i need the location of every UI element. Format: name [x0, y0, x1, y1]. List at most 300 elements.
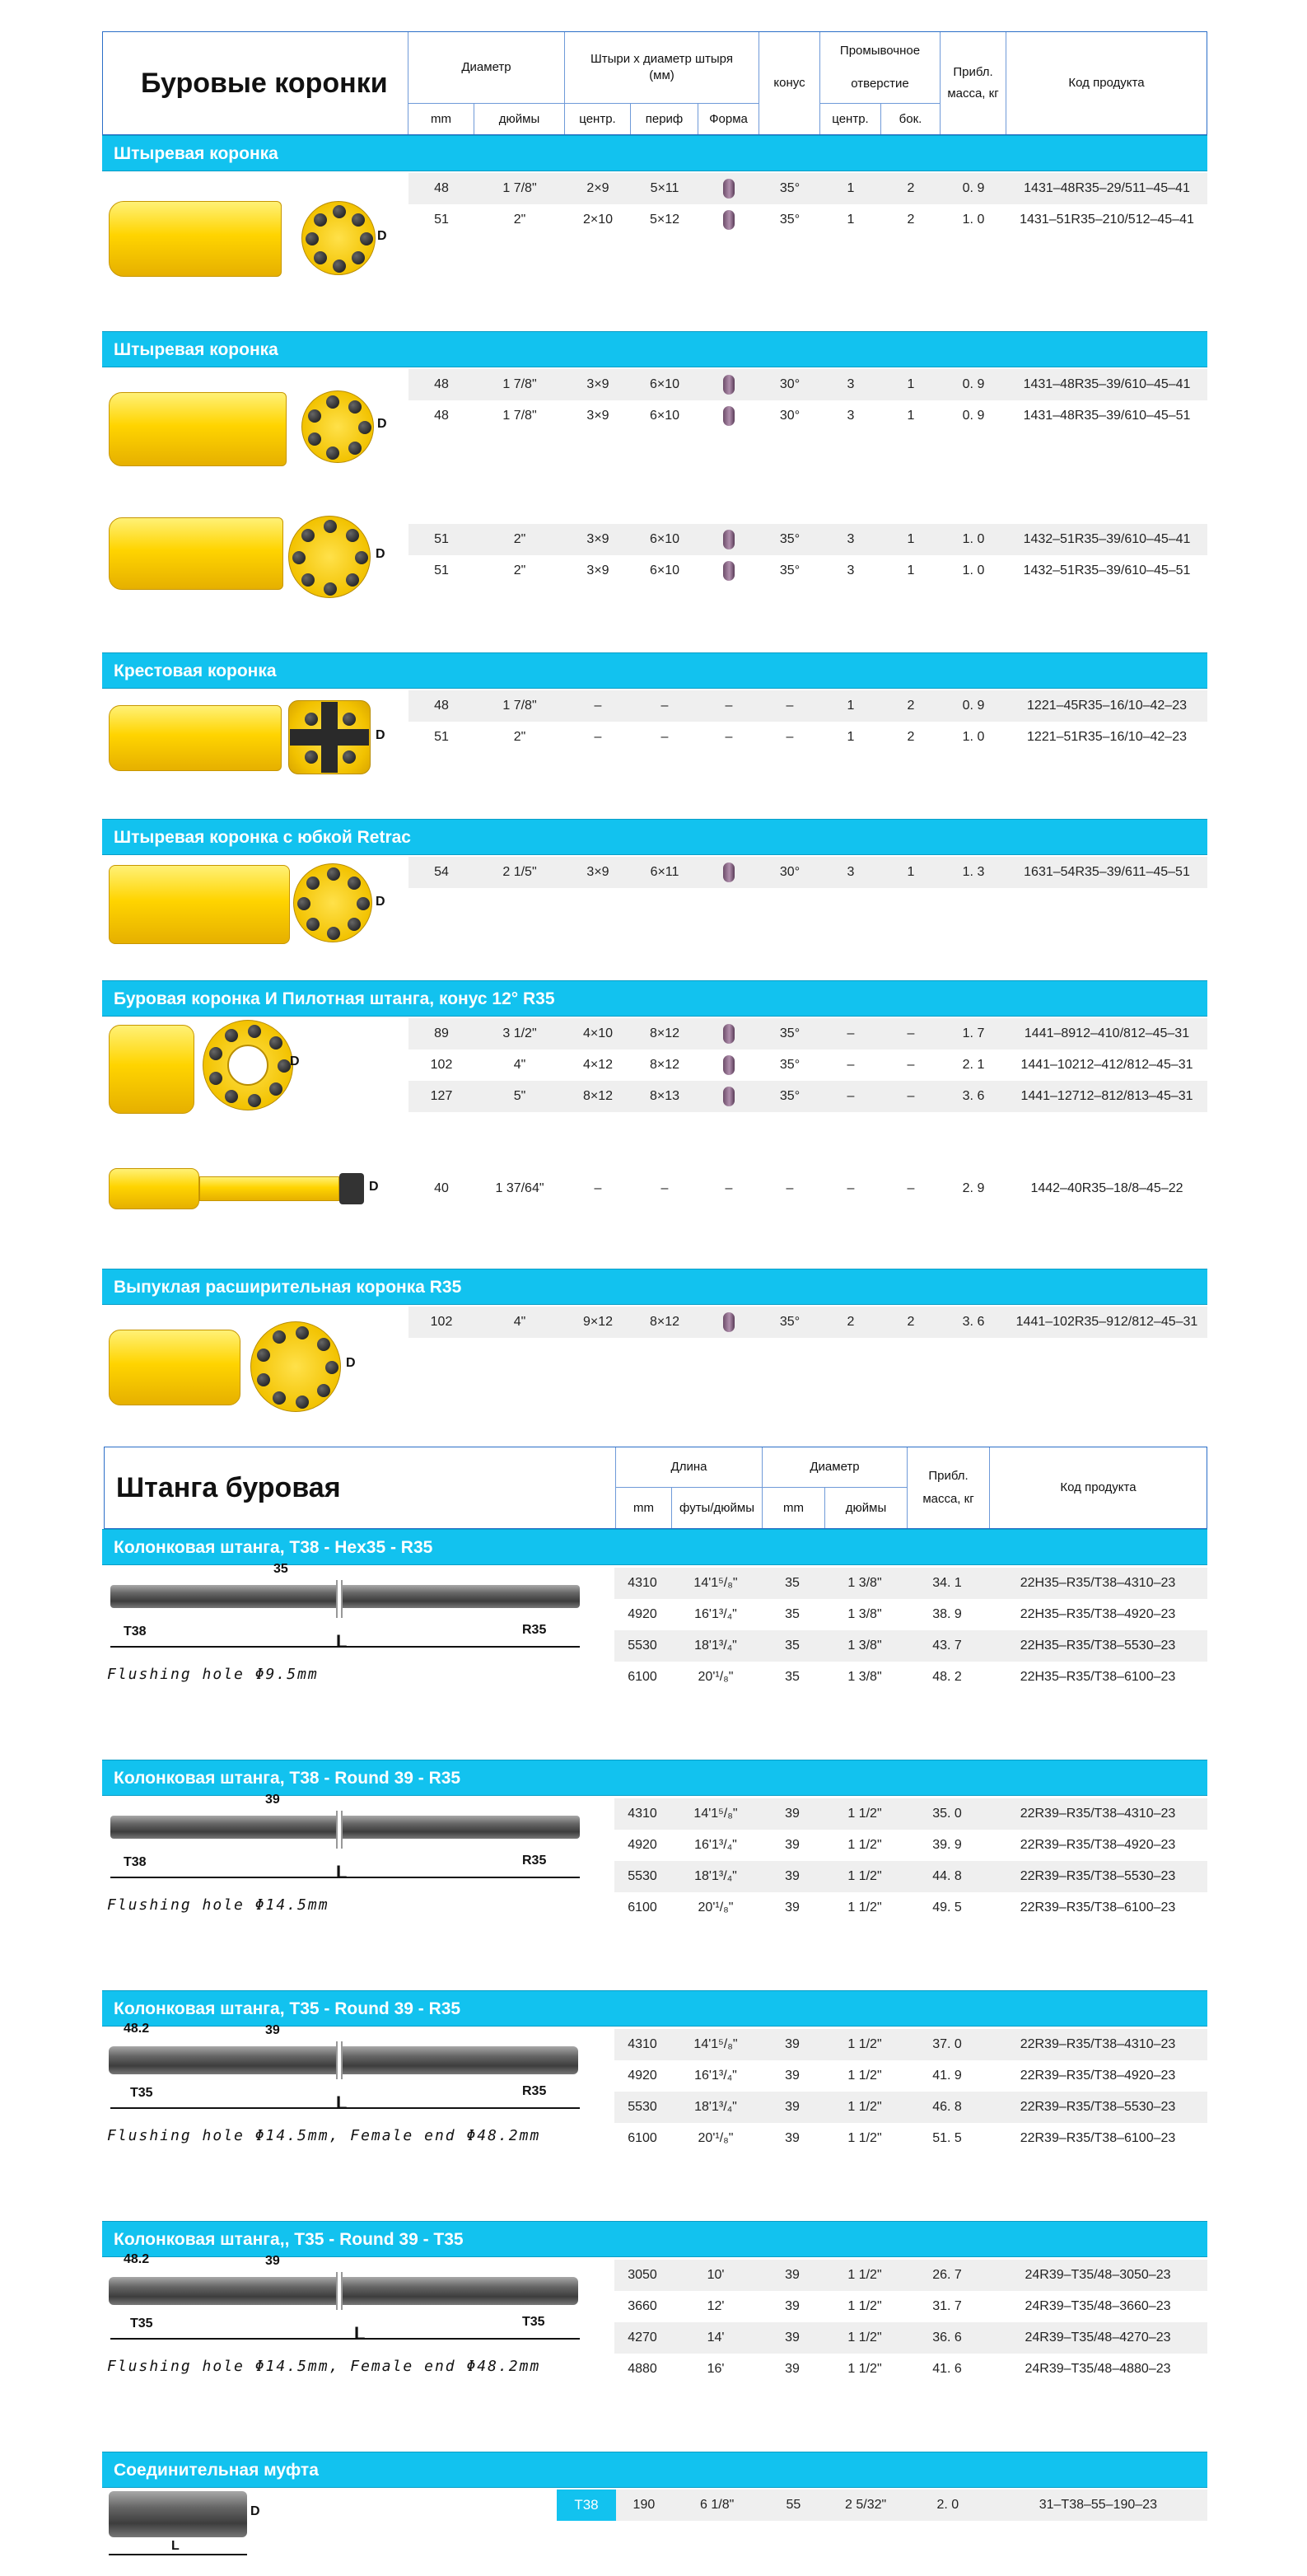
table-cell: 24R39–T35/48–4880–23 [1025, 2362, 1171, 2376]
table-row [408, 555, 1207, 587]
table-cell: 89 [434, 1026, 449, 1040]
table-cell: 35° [779, 1026, 801, 1040]
table-cell: 4310 [628, 1807, 657, 1821]
table-cell: 4310 [628, 2037, 657, 2051]
table-cell: 4" [513, 1058, 526, 1072]
table-cell [698, 888, 759, 919]
dimension-label: D [377, 229, 387, 243]
table-cell: 39 [785, 1869, 800, 1883]
table-row [616, 2490, 1207, 2521]
table-cell: 34. 1 [932, 1576, 962, 1590]
hdr-inch: дюймы [474, 103, 564, 134]
table-cell: 22R39–R35/T38–4920–23 [1020, 2069, 1176, 2083]
carbide-button-icon [348, 877, 361, 890]
carbide-button-icon [308, 432, 321, 446]
table-cell: 36. 6 [932, 2331, 962, 2345]
bit-face-image [301, 201, 376, 275]
table-cell: – [786, 699, 794, 713]
carbide-button-icon [225, 1029, 238, 1042]
table-cell: 31. 7 [932, 2299, 962, 2313]
rods-table-header [104, 1447, 1207, 1529]
table-cell: 1 1/2" [847, 2331, 882, 2345]
table-cell: 20'¹/₈" [698, 1900, 734, 1914]
carbide-button-icon [297, 897, 310, 910]
table-cell: 4310 [628, 1576, 657, 1590]
hdr-periph: периф [630, 103, 698, 134]
carbide-button-icon [306, 918, 320, 931]
table-cell: 24R39–T35/48–3660–23 [1025, 2299, 1171, 2313]
carbide-button-icon [317, 1384, 330, 1397]
hdr-flush-center: центр. [819, 103, 880, 134]
hdr-diameter: Диаметр [408, 32, 564, 103]
table-cell: 2. 0 [936, 2498, 959, 2512]
carbide-button-icon [273, 1330, 286, 1344]
carbide-button-icon [306, 877, 320, 890]
drill-rod-image [109, 2046, 578, 2074]
table-cell: 44. 8 [932, 1869, 962, 1883]
table-cell: 24R39–T35/48–4270–23 [1025, 2331, 1171, 2345]
table-cell: 4×12 [582, 1058, 614, 1072]
table-cell: 48. 2 [932, 1670, 962, 1684]
table-cell: 5×12 [649, 213, 680, 227]
table-cell: 39 [785, 1807, 800, 1821]
button-insert-icon [723, 1055, 735, 1075]
table-cell: 39. 9 [932, 1838, 962, 1852]
table-cell: 46. 8 [932, 2100, 962, 2114]
table-cell: 14'1⁵/₈" [693, 2037, 738, 2051]
table-cell [941, 888, 1006, 919]
table-cell: 35 [785, 1639, 800, 1653]
dimension-label: D [377, 417, 387, 431]
table-cell: 22R39–R35/T38–6100–23 [1020, 2131, 1176, 2145]
bit-face-image [301, 390, 374, 463]
table-cell: 3 [847, 377, 855, 391]
table-cell: 39 [785, 2069, 800, 2083]
table-cell: 22R39–R35/T38–4310–23 [1020, 1807, 1176, 1821]
table-cell: 3 1/2" [502, 1026, 537, 1040]
table-cell: 6×10 [649, 409, 680, 423]
carbide-button-icon [292, 551, 306, 564]
rod-length-label: L [336, 1631, 348, 1652]
thread-tag: T38 [557, 2490, 616, 2521]
table-cell: 1 3/8" [847, 1639, 882, 1653]
button-bit-image [109, 392, 287, 466]
table-cell: 12' [707, 2299, 725, 2313]
table-cell: 1 [907, 865, 915, 879]
table-cell: 0. 9 [962, 181, 985, 195]
section-bar: Колонковая штанга, T38 - Round 39 - R35 [102, 1760, 1207, 1796]
table-cell: 1 [907, 532, 915, 546]
table-cell: 1 1/2" [847, 1838, 882, 1852]
table-row [614, 2123, 1207, 2154]
table-cell: 16'1³/₄" [694, 2069, 737, 2083]
table-cell: 16' [707, 2362, 725, 2376]
table-cell: 22R39–R35/T38–4920–23 [1020, 1838, 1176, 1852]
table-cell: 1 7/8" [502, 181, 537, 195]
table-cell: 2" [513, 532, 526, 546]
carbide-button-icon [209, 1047, 222, 1060]
table-cell: 48 [434, 181, 449, 195]
table-cell: 22H35–R35/T38–5530–23 [1020, 1639, 1176, 1653]
section-bar: Колонковая штанга, T38 - Hex35 - R35 [102, 1529, 1207, 1565]
carbide-button-icon [273, 1391, 286, 1405]
flushing-hole-note: Flushing hole Φ14.5mm, Female end Φ48.2mm [107, 2127, 541, 2144]
table-cell: 22R39–R35/T38–6100–23 [1020, 1900, 1176, 1914]
table-cell: 2 [907, 730, 915, 744]
table-cell: – [907, 1181, 915, 1195]
table-cell: 1 37/64" [495, 1181, 544, 1195]
table-cell: 14'1⁵/₈" [693, 1576, 738, 1590]
carbide-button-icon [305, 713, 318, 726]
table-cell: 41. 9 [932, 2069, 962, 2083]
table-cell: 48 [434, 377, 449, 391]
rod-length-label: L [336, 1862, 348, 1882]
table-cell: – [725, 1181, 733, 1195]
section-bar: Штыревая коронка с юбкой Retrac [102, 819, 1207, 855]
table-cell: 51 [434, 213, 449, 227]
table-cell: 30° [779, 865, 801, 879]
rod-dia-label: 39 [265, 2254, 280, 2268]
table-row [408, 1050, 1207, 1081]
carbide-button-icon [278, 1059, 291, 1073]
table-cell: 9×12 [582, 1315, 614, 1329]
section-bar: Крестовая коронка [102, 652, 1207, 689]
carbide-button-icon [296, 1396, 309, 1409]
table-cell: 40 [434, 1181, 449, 1195]
table-row [614, 1892, 1207, 1924]
table-cell: 51 [434, 730, 449, 744]
table-row [408, 888, 1207, 919]
section-bar: Соединительная муфта [102, 2452, 1207, 2488]
table-cell: 1 1/2" [847, 2131, 882, 2145]
table-cell: 22H35–R35/T38–6100–23 [1020, 1670, 1176, 1684]
table-cell: 5530 [628, 1869, 657, 1883]
table-cell: 30° [779, 377, 801, 391]
table-cell: 190 [632, 2498, 656, 2512]
table-cell: 1441–12712–812/813–45–31 [1020, 1089, 1193, 1103]
table-cell: 51 [434, 532, 449, 546]
table-cell: 35° [779, 563, 801, 577]
rod-right-thread-label: T35 [522, 2315, 545, 2329]
table-row [614, 2060, 1207, 2092]
carbide-button-icon [248, 1025, 261, 1038]
button-shape-icon [698, 555, 759, 587]
carbide-button-icon [346, 573, 359, 587]
carbide-button-icon [324, 520, 337, 533]
section-bar: Выпуклая расширительная коронка R35 [102, 1269, 1207, 1305]
rod-break-mark [336, 2272, 343, 2310]
bit-face-image [293, 863, 372, 942]
table-cell: 2 [907, 181, 915, 195]
table-cell: 22H35–R35/T38–4920–23 [1020, 1607, 1176, 1621]
hdr-length-mm: mm [615, 1487, 671, 1528]
flushing-hole-note: Flushing hole Φ14.5mm, Female end Φ48.2mm [107, 2358, 541, 2375]
table-row [408, 1307, 1207, 1338]
carbide-button-icon [352, 251, 365, 264]
rod-left-thread-label: T35 [130, 2317, 153, 2331]
button-insert-icon [723, 863, 735, 882]
carbide-button-icon [314, 213, 327, 227]
table-cell: 1. 3 [962, 865, 985, 879]
carbide-button-icon [333, 205, 346, 218]
table-cell: 10' [707, 2268, 725, 2282]
rod-length-label: L [354, 2323, 366, 2344]
coupling-sleeve-image [109, 2491, 247, 2537]
table-cell: 3×9 [586, 865, 609, 879]
table-cell: 6100 [628, 1900, 657, 1914]
table-cell: 6×10 [649, 377, 680, 391]
carbide-button-icon [269, 1036, 282, 1050]
table-cell: – [847, 1181, 855, 1195]
table-cell: 43. 7 [932, 1639, 962, 1653]
table-cell: 4" [513, 1315, 526, 1329]
table-cell: 1 1/2" [847, 2268, 882, 2282]
table-cell: 39 [785, 2362, 800, 2376]
table-cell: 1 1/2" [847, 2069, 882, 2083]
cross-bit-image [109, 705, 282, 771]
carbide-button-icon [308, 409, 321, 423]
rod-dia-label: 39 [265, 1793, 280, 1807]
table-cell: 39 [785, 2131, 800, 2145]
rod-right-thread-label: R35 [522, 1854, 547, 1868]
rod-break-mark [336, 2041, 343, 2079]
table-cell: 3. 6 [962, 1089, 985, 1103]
table-cell: 1 1/2" [847, 2037, 882, 2051]
table-cell: 22R39–R35/T38–5530–23 [1020, 1869, 1176, 1883]
table-cell: 2 5/32" [845, 2498, 887, 2512]
retrac-reamer-image [109, 1330, 240, 1405]
table-row [614, 1599, 1207, 1630]
button-shape-icon [698, 1018, 759, 1050]
table-row [614, 2260, 1207, 2291]
hdr-code: Код продукта [1006, 32, 1207, 134]
rod-length-label: L [336, 2092, 348, 2113]
carbide-button-icon [348, 400, 362, 414]
bits-table-header [102, 31, 1207, 135]
table-cell: 8×12 [649, 1315, 680, 1329]
flushing-hole-note: Flushing hole Φ9.5mm [107, 1666, 319, 1683]
table-cell: 39 [785, 2299, 800, 2313]
table-row [408, 1173, 1207, 1204]
table-row [614, 1798, 1207, 1830]
table-cell: 2×10 [582, 213, 614, 227]
table-cell: 3×9 [586, 563, 609, 577]
table-cell: 55 [786, 2498, 801, 2512]
table-cell: 5530 [628, 1639, 657, 1653]
carbide-button-icon [305, 750, 318, 764]
dimension-label: D [346, 1356, 356, 1370]
carbide-button-icon [352, 213, 365, 227]
table-cell: 1 [907, 409, 915, 423]
table-cell: 1221–45R35–16/10–42–23 [1027, 699, 1187, 713]
table-cell: 1431–48R35–29/511–45–41 [1024, 181, 1190, 195]
table-cell: – [661, 699, 669, 713]
table-cell: 16'1³/₄" [694, 1607, 737, 1621]
table-cell: 39 [785, 2037, 800, 2051]
table-cell: 1442–40R35–18/8–45–22 [1030, 1181, 1183, 1195]
table-row [408, 400, 1207, 432]
table-cell: 39 [785, 1900, 800, 1914]
button-shape-icon [698, 1050, 759, 1081]
hdr-pins: Штыри x диаметр штыря (мм) [564, 32, 759, 103]
table-cell: 2. 9 [962, 1181, 985, 1195]
carbide-button-icon [346, 529, 359, 542]
table-cell: 14' [707, 2331, 725, 2345]
table-cell: 49. 5 [932, 1900, 962, 1914]
table-cell: 3050 [628, 2268, 657, 2282]
button-shape-icon [698, 369, 759, 400]
cross-insert-icon [290, 729, 369, 746]
rod-left-thread-label: T38 [124, 1855, 147, 1869]
table-cell: 1441–10212–412/812–45–31 [1020, 1058, 1193, 1072]
dimension-label: D [376, 895, 385, 909]
table-cell: 6×10 [649, 532, 680, 546]
table-cell: 51. 5 [932, 2131, 962, 2145]
table-cell: 1441–102R35–912/812–45–31 [1015, 1315, 1198, 1329]
table-cell: 20'¹/₈" [698, 2131, 734, 2145]
rods-title: Штанга буровая [116, 1472, 341, 1503]
table-cell: – [786, 730, 794, 744]
table-cell: 1 7/8" [502, 377, 537, 391]
rod-length-line [110, 2338, 580, 2340]
table-cell: 35° [779, 181, 801, 195]
table-cell: 35 [785, 1576, 800, 1590]
carbide-button-icon [306, 232, 319, 245]
dimension-label: D [369, 1180, 379, 1194]
table-cell: 6×11 [650, 865, 679, 879]
table-cell: 35° [779, 1089, 801, 1103]
table-cell: 35 [785, 1607, 800, 1621]
table-cell: 31–T38–55–190–23 [1039, 2498, 1157, 2512]
button-bit-image [109, 517, 283, 590]
hdr-flush: Промывочное отверстие [819, 32, 940, 103]
carbide-button-icon [301, 573, 315, 587]
table-cell: 1 [847, 730, 855, 744]
table-cell: 1431–48R35–39/610–45–51 [1023, 409, 1191, 423]
carbide-button-icon [355, 551, 368, 564]
table-cell [881, 888, 941, 919]
table-row [614, 2092, 1207, 2123]
rod-left-thread-label: T38 [124, 1625, 147, 1639]
carbide-button-icon [348, 918, 361, 931]
table-cell: 2 [907, 1315, 915, 1329]
table-cell: 0. 9 [962, 409, 985, 423]
table-cell: 41. 6 [932, 2362, 962, 2376]
flushing-hole-note: Flushing hole Φ14.5mm [107, 1896, 329, 1914]
table-cell: 1 3/8" [847, 1607, 882, 1621]
table-cell: 35° [779, 1315, 801, 1329]
table-cell: 48 [434, 409, 449, 423]
rod-dia-label: 39 [265, 2023, 280, 2037]
coupling-length-label: L [171, 2539, 180, 2553]
table-row [408, 204, 1207, 236]
table-cell: 1 1/2" [847, 2362, 882, 2376]
table-cell: 2" [513, 563, 526, 577]
table-cell: 3 [847, 563, 855, 577]
table-cell: 14'1⁵/₈" [693, 1807, 738, 1821]
carbide-button-icon [301, 529, 315, 542]
section-bar: Штыревая коронка [102, 331, 1207, 367]
table-cell: 1. 0 [962, 563, 985, 577]
table-cell: 3×9 [586, 409, 609, 423]
table-cell: 1631–54R35–39/611–45–51 [1024, 865, 1190, 879]
button-shape-icon [698, 204, 759, 236]
table-cell: 1 7/8" [502, 699, 537, 713]
table-cell [759, 888, 820, 919]
table-cell: 38. 9 [932, 1607, 962, 1621]
table-cell: 1441–8912–410/812–45–31 [1024, 1026, 1190, 1040]
table-cell: 18'1³/₄" [694, 1639, 737, 1653]
carbide-button-icon [314, 251, 327, 264]
table-cell: 3 [847, 532, 855, 546]
table-cell: – [594, 730, 602, 744]
button-insert-icon [723, 179, 735, 199]
table-cell: 1 [907, 563, 915, 577]
table-row [614, 2029, 1207, 2060]
table-cell: 0. 9 [962, 377, 985, 391]
table-row [408, 690, 1207, 722]
table-cell: 102 [430, 1058, 453, 1072]
reamer-bit-image [109, 1025, 194, 1114]
table-cell [565, 888, 631, 919]
table-cell [408, 888, 474, 919]
table-cell: – [907, 1058, 915, 1072]
table-cell: 8×13 [649, 1089, 680, 1103]
table-row [408, 369, 1207, 400]
section-bar: Колонковая штанга, T35 - Round 39 - R35 [102, 1990, 1207, 2027]
table-row [614, 1662, 1207, 1693]
table-cell: 39 [785, 1838, 800, 1852]
table-cell: 8×12 [582, 1089, 614, 1103]
table-cell: 39 [785, 2268, 800, 2282]
button-shape-icon [698, 1081, 759, 1112]
carbide-button-icon [357, 897, 370, 910]
table-cell: 6×10 [649, 563, 680, 577]
table-cell: 3. 6 [962, 1315, 985, 1329]
table-row [408, 722, 1207, 753]
button-insert-icon [723, 375, 735, 395]
table-cell: – [725, 699, 733, 713]
table-cell: 35° [779, 532, 801, 546]
dimension-label: D [290, 1054, 300, 1068]
table-cell: 37. 0 [932, 2037, 962, 2051]
table-cell: 1 7/8" [502, 409, 537, 423]
table-cell: 1. 0 [962, 213, 985, 227]
carbide-button-icon [333, 259, 346, 273]
table-cell: 1 [847, 699, 855, 713]
table-cell [820, 888, 881, 919]
table-cell: 22R39–R35/T38–4310–23 [1020, 2037, 1176, 2051]
table-cell: 0. 9 [962, 699, 985, 713]
hdr-mm: mm [408, 103, 474, 134]
table-cell: 39 [785, 2100, 800, 2114]
button-shape-icon [698, 400, 759, 432]
pilot-rod-tip [339, 1173, 364, 1204]
hdr-flush-side: бок. [880, 103, 940, 134]
bits-title: Буровые коронки [141, 68, 388, 99]
hdr-length-feet: футы/дюймы [671, 1487, 762, 1528]
table-cell: 1 1/2" [847, 2299, 882, 2313]
drill-rod-image [110, 1585, 580, 1608]
table-cell: – [907, 1026, 915, 1040]
table-cell: 22R39–R35/T38–5530–23 [1020, 2100, 1176, 2114]
table-cell: 35° [779, 1058, 801, 1072]
rod-right-thread-label: R35 [522, 1623, 547, 1637]
table-cell: 3×9 [586, 377, 609, 391]
table-row [408, 857, 1207, 888]
carbide-button-icon [209, 1072, 222, 1085]
table-row [408, 524, 1207, 555]
